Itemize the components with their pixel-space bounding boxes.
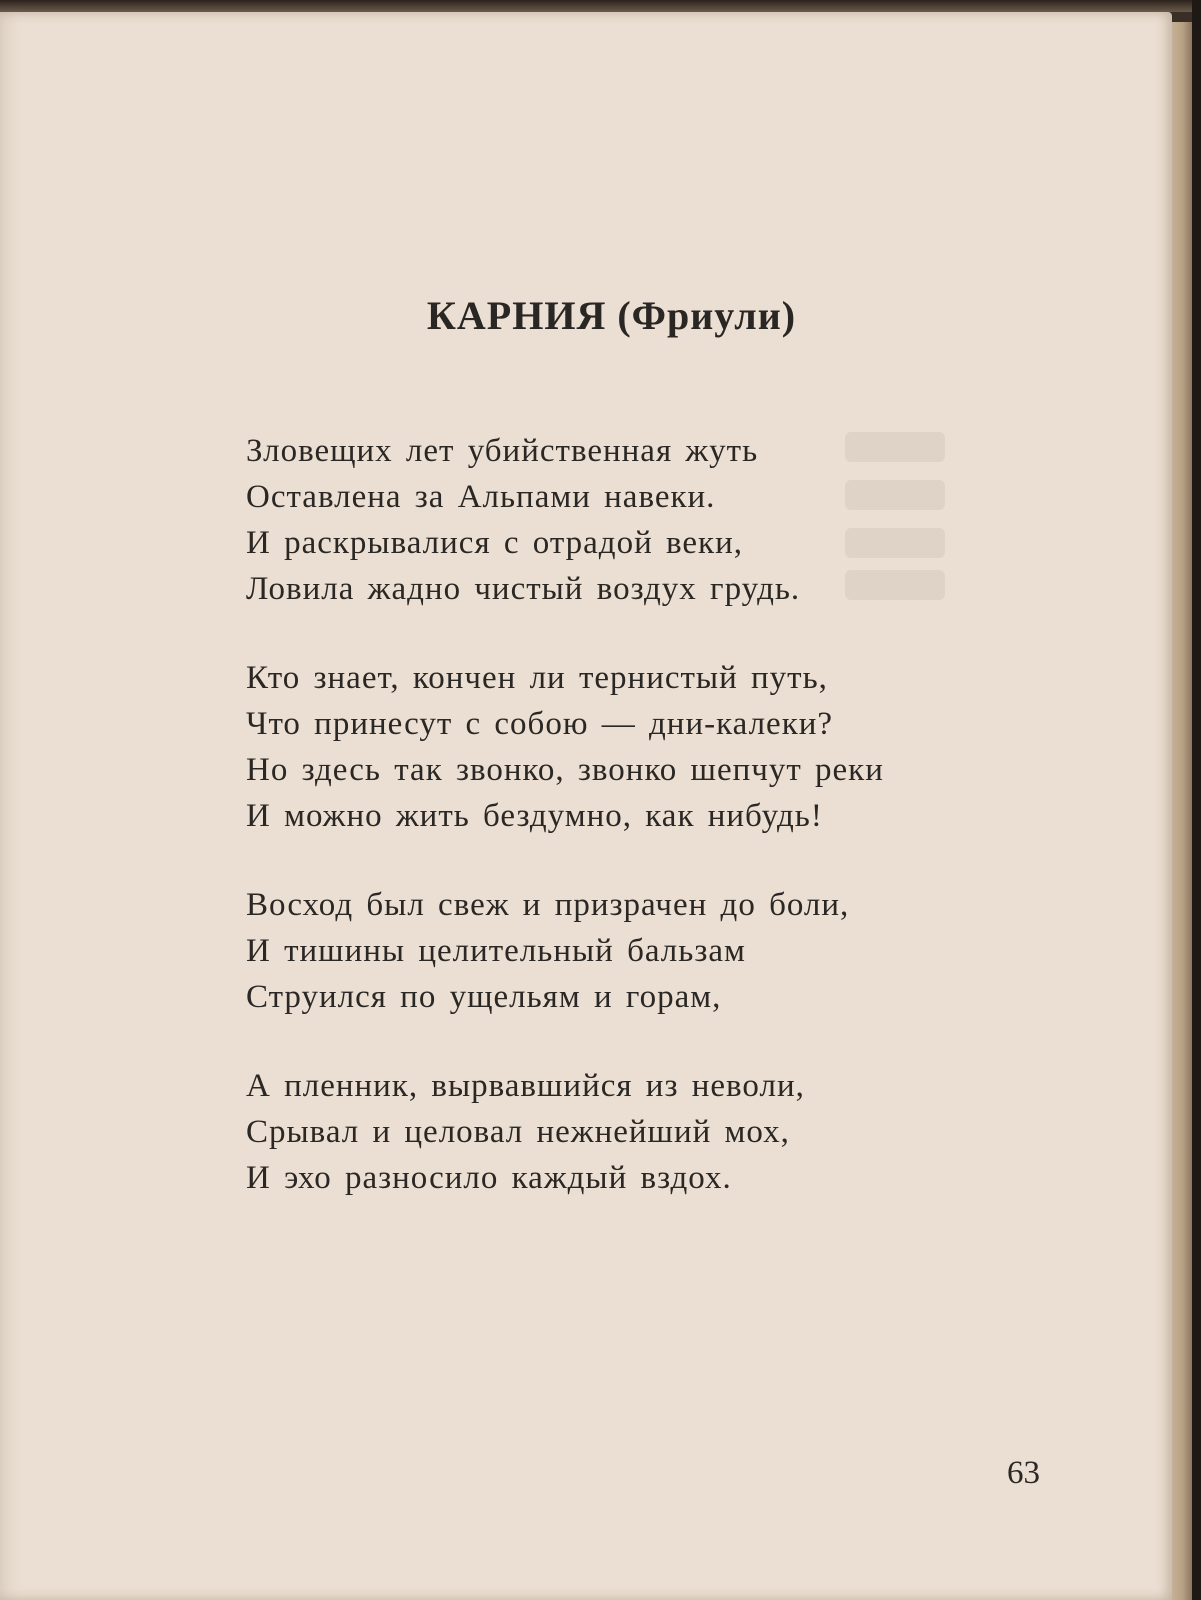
poem-line: Ловила жадно чистый воздух грудь. [246, 571, 801, 607]
poem-line: И можно жить бездумно, как нибудь! [246, 798, 823, 834]
poem-line: Кто знает, кончен ли тернистый путь, [246, 660, 828, 696]
poem-body [246, 428, 1006, 1244]
poem-line: Зловещих лет убийственная жуть [246, 433, 759, 469]
stanza-1 [246, 428, 1006, 612]
stanza-3 [246, 882, 1006, 1020]
poem-title: КАРНИЯ (Фриули) [426, 293, 797, 338]
poem-line: И эхо разносило каждый вздох. [246, 1160, 732, 1196]
poem-line: Что принесут с собою — дни-калеки? [246, 706, 834, 742]
poem-line: Струился по ущельям и горам, [246, 979, 722, 1015]
poem-line: И тишины целительный бальзам [246, 933, 746, 969]
poem-line: Восход был свеж и призрачен до боли, [246, 887, 850, 923]
poem-line: Но здесь так звонко, звонко шепчут реки [246, 752, 884, 788]
book-cover-edge [1192, 0, 1201, 1600]
poem-line: И раскрывалися с отрадой веки, [246, 525, 743, 561]
stanza-4 [246, 1063, 1006, 1201]
page-number: 63 [1007, 1455, 1040, 1491]
stanza-2 [246, 655, 1006, 839]
poem-line: Оставлена за Альпами навеки. [246, 479, 716, 515]
book-top-edge [0, 0, 1201, 12]
poem-line: Срывал и целовал нежнейший мох, [246, 1114, 790, 1150]
poem-line: А пленник, вырвавшийся из неволи, [246, 1068, 805, 1104]
